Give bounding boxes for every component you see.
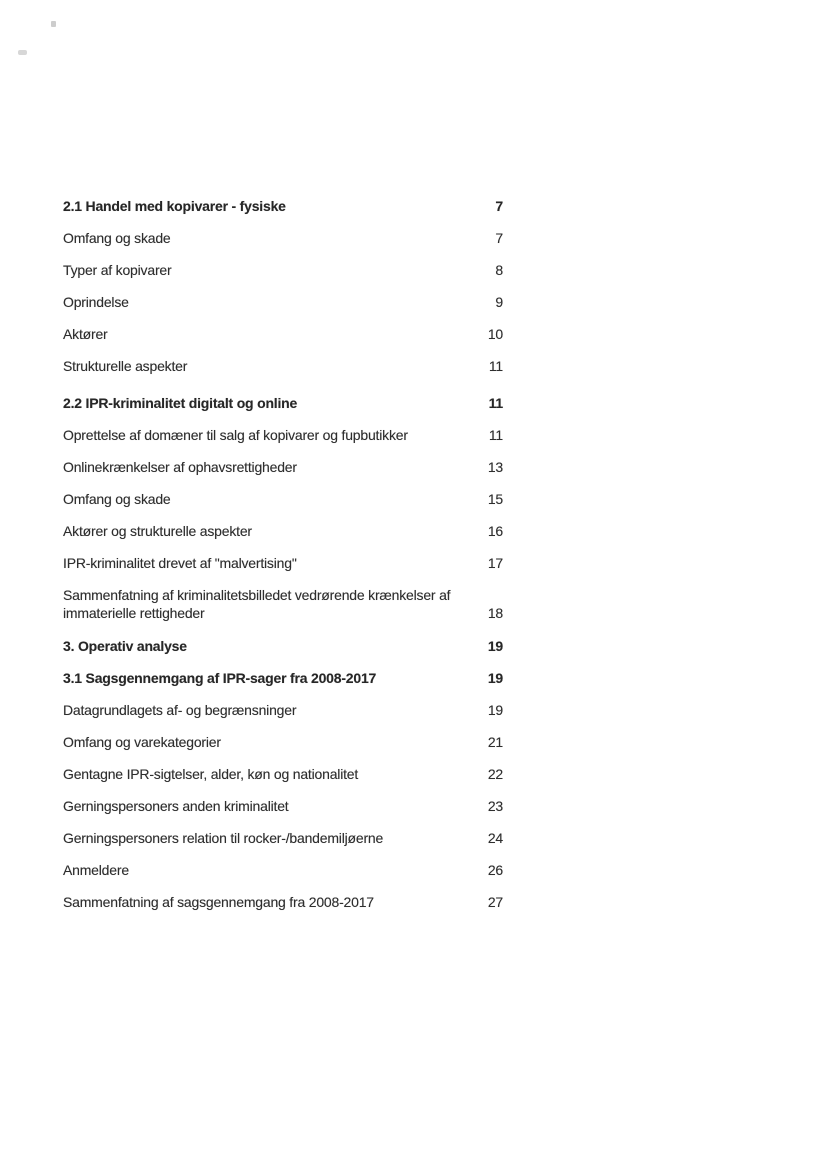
toc-entry-label: Aktører bbox=[63, 326, 108, 342]
toc-section-heading bbox=[63, 197, 503, 215]
toc-entry-label: IPR-kriminalitet drevet af "malvertising" bbox=[63, 555, 297, 571]
toc-entry-page: 18 bbox=[487, 605, 503, 621]
toc-entry bbox=[63, 586, 503, 622]
toc-entry-page: 21 bbox=[487, 734, 503, 750]
toc-entry-label: 2.2 IPR-kriminalitet digitalt og online bbox=[63, 395, 298, 411]
toc-entry-label: 3.1 Sagsgennemgang af IPR-sager fra 2008-2017 bbox=[63, 670, 377, 686]
toc-entry bbox=[63, 325, 503, 343]
table-of-contents bbox=[63, 197, 503, 925]
toc-entry-label: 3. Operativ analyse bbox=[63, 638, 187, 654]
toc-entry bbox=[63, 829, 503, 847]
toc-entry-page: 15 bbox=[487, 491, 503, 507]
toc-entry-page: 8 bbox=[495, 262, 503, 278]
toc-entry-page: 19 bbox=[487, 702, 503, 718]
toc-entry-page: 16 bbox=[487, 523, 503, 539]
toc-entry-page: 26 bbox=[487, 862, 503, 878]
toc-entry-page: 17 bbox=[487, 555, 503, 571]
toc-entry-label: Strukturelle aspekter bbox=[63, 358, 188, 374]
toc-entry-label: 2.1 Handel med kopivarer - fysiske bbox=[63, 198, 286, 214]
toc-entry-page: 13 bbox=[487, 459, 503, 475]
toc-entry-label: Gentagne IPR-sigtelser, alder, køn og nationalitet bbox=[63, 766, 359, 782]
toc-entry-label: Omfang og varekategorier bbox=[63, 734, 221, 750]
toc-entry-page: 11 bbox=[488, 427, 503, 443]
toc-entry bbox=[63, 861, 503, 879]
toc-entry bbox=[63, 765, 503, 783]
toc-entry bbox=[63, 490, 503, 508]
toc-entry bbox=[63, 357, 503, 375]
toc-entry-page: 23 bbox=[487, 798, 503, 814]
toc-entry-page: 11 bbox=[488, 395, 503, 411]
toc-entry-label: Gerningspersoners relation til rocker-/bandemiljøerne bbox=[63, 830, 384, 846]
toc-entry-page: 7 bbox=[495, 230, 503, 246]
toc-entry-page: 7 bbox=[495, 198, 503, 214]
toc-entry bbox=[63, 229, 503, 247]
toc-entry bbox=[63, 293, 503, 311]
toc-entry-label: Oprindelse bbox=[63, 294, 129, 310]
toc-entry-label: Sammenfatning af kriminalitetsbilledet vedrørende krænkelser af immaterielle rettigheder bbox=[63, 587, 451, 621]
toc-entry-label: Omfang og skade bbox=[63, 491, 171, 507]
toc-entry-page: 10 bbox=[487, 326, 503, 342]
toc-entry-label: Onlinekrænkelser af ophavsrettigheder bbox=[63, 459, 297, 475]
toc-entry-label: Oprettelse af domæner til salg af kopivarer og fupbutikker bbox=[63, 427, 408, 443]
toc-entry bbox=[63, 522, 503, 540]
toc-entry-label: Datagrundlagets af- og begrænsninger bbox=[63, 702, 297, 718]
toc-entry-label: Omfang og skade bbox=[63, 230, 171, 246]
toc-section-heading bbox=[63, 637, 503, 655]
toc-entry bbox=[63, 261, 503, 279]
toc-section-heading bbox=[63, 669, 503, 687]
toc-entry bbox=[63, 458, 503, 476]
toc-entry-page: 9 bbox=[495, 294, 503, 310]
toc-entry bbox=[63, 554, 503, 572]
toc-entry-label: Typer af kopivarer bbox=[63, 262, 172, 278]
scan-artifact bbox=[18, 50, 27, 55]
toc-entry bbox=[63, 797, 503, 815]
toc-entry bbox=[63, 701, 503, 719]
toc-entry-label: Gerningspersoners anden kriminalitet bbox=[63, 798, 289, 814]
toc-entry-page: 27 bbox=[487, 894, 503, 910]
toc-entry-page: 24 bbox=[487, 830, 503, 846]
toc-entry-page: 22 bbox=[487, 766, 503, 782]
toc-entry-page: 19 bbox=[487, 670, 503, 686]
scan-artifact bbox=[51, 21, 56, 27]
toc-section-heading bbox=[63, 394, 503, 412]
toc-entry-page: 19 bbox=[487, 638, 503, 654]
toc-entry bbox=[63, 733, 503, 751]
toc-entry-page: 11 bbox=[488, 358, 503, 374]
toc-entry bbox=[63, 426, 503, 444]
toc-entry-label: Anmeldere bbox=[63, 862, 129, 878]
toc-entry bbox=[63, 893, 503, 911]
toc-entry-label: Sammenfatning af sagsgennemgang fra 2008-2017 bbox=[63, 894, 374, 910]
toc-entry-label: Aktører og strukturelle aspekter bbox=[63, 523, 252, 539]
